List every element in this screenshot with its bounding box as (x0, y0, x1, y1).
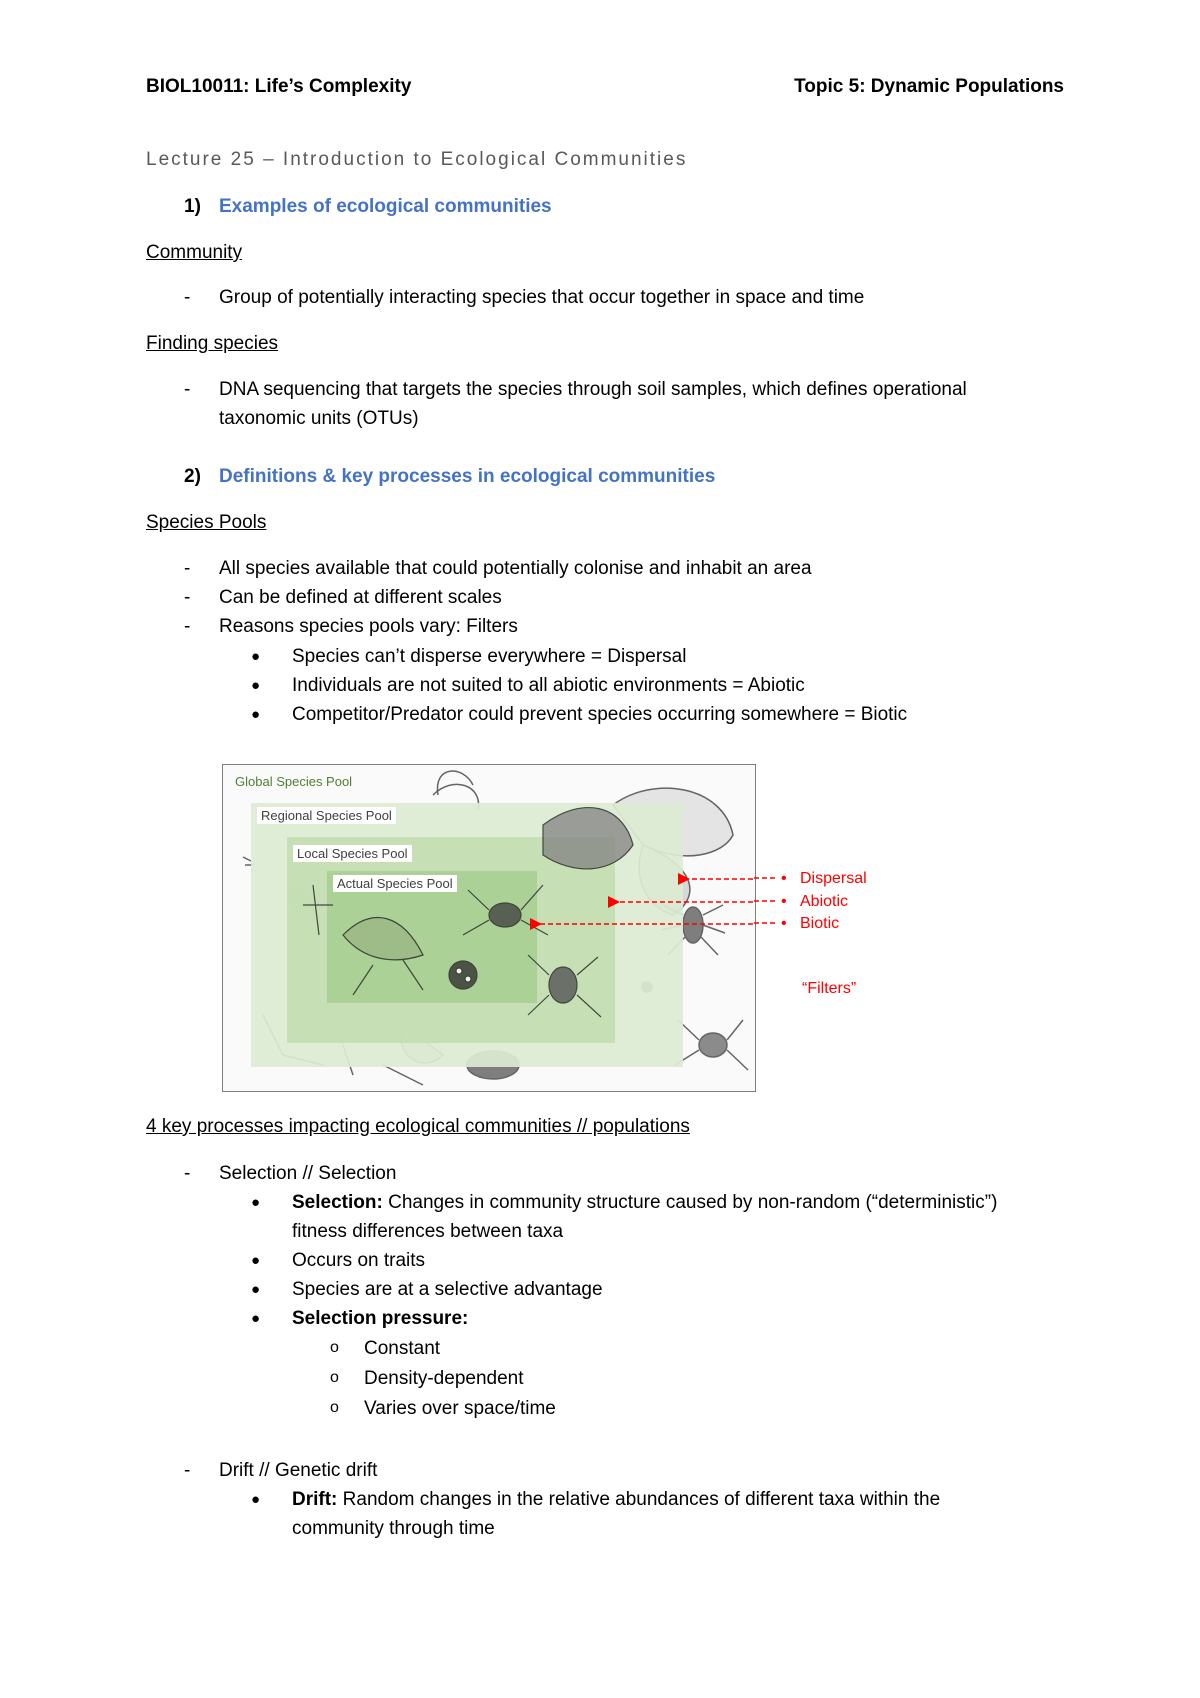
drift-definition-line1 (292, 1489, 940, 1511)
selective-advantage: Species are at a selective advantage (292, 1279, 603, 1300)
circle-marker: o (330, 1339, 339, 1356)
processes-heading: 4 key processes impacting ecological communities // populations (146, 1116, 690, 1137)
pools-item: Can be defined at different scales (219, 587, 502, 608)
bullet-marker: ● (251, 1194, 261, 1211)
bullet-marker: ● (251, 677, 261, 694)
bullet-marker: ● (251, 706, 261, 723)
selection-definition-text: Changes in community structure caused by non-random (“deterministic”) (382, 1192, 998, 1213)
pressure-type: Constant (364, 1338, 441, 1359)
occurs-on-traits: Occurs on traits (292, 1250, 426, 1271)
selection-pressure-heading (292, 1308, 468, 1330)
header-course: BIOL10011: Life’s Complexity (146, 76, 412, 97)
dash-marker: - (184, 558, 191, 579)
section-1-number: 1) (184, 196, 201, 217)
finding-species-line2: taxonomic units (OTUs) (219, 408, 419, 429)
dash-marker: - (184, 616, 191, 637)
drift-term: Drift: (292, 1489, 338, 1510)
selection-definition-line1 (292, 1192, 997, 1214)
section-1-title: Examples of ecological communities (219, 196, 552, 217)
bullet-marker: • (781, 893, 787, 910)
circle-marker: o (330, 1369, 339, 1386)
dash-marker: - (184, 587, 191, 608)
dash-marker: - (184, 1163, 191, 1184)
section-2-number: 2) (184, 466, 201, 487)
drift-definition-line2: community through time (292, 1518, 495, 1539)
species-pools-heading: Species Pools (146, 512, 267, 533)
bullet-marker: ● (251, 1310, 261, 1327)
pressure-type: Varies over space/time (364, 1398, 556, 1419)
dispersal-label: Dispersal (800, 870, 867, 887)
arrow-tails (754, 872, 794, 942)
pressure-type: Density-dependent (364, 1368, 524, 1389)
finding-species-heading: Finding species (146, 333, 279, 354)
dash-marker: - (184, 1460, 191, 1481)
regional-pool-label: Regional Species Pool (257, 807, 396, 824)
biotic-label: Biotic (800, 915, 840, 932)
circle-marker: o (330, 1399, 339, 1416)
bullet-marker: • (781, 915, 787, 932)
community-heading: Community (146, 242, 243, 263)
species-pool-figure (222, 764, 756, 1092)
bullet-marker: ● (251, 1252, 261, 1269)
section-2-title: Definitions & key processes in ecological communities (219, 466, 716, 487)
bullet-marker: ● (251, 1491, 261, 1508)
bullet-marker: ● (251, 648, 261, 665)
finding-species-line1: DNA sequencing that targets the species through soil samples, which defines operational (219, 379, 967, 400)
pools-item: All species available that could potentially colonise and inhabit an area (219, 558, 812, 579)
selection-definition-line2: fitness differences between taxa (292, 1221, 564, 1242)
drift-definition-text: Random changes in the relative abundances of different taxa within the (337, 1489, 941, 1510)
selection-pressure-term: Selection pressure: (292, 1308, 469, 1329)
local-pool-label: Local Species Pool (293, 845, 412, 862)
global-pool-label: Global Species Pool (235, 774, 353, 789)
lecture-title: Lecture 25 – Introduction to Ecological Communities (146, 149, 688, 170)
filter-arrows (223, 765, 755, 1091)
community-definition: Group of potentially interacting species that occur together in space and time (219, 287, 865, 308)
abiotic-label: Abiotic (800, 893, 849, 910)
filter-item: Species can’t disperse everywhere = Dispersal (292, 646, 687, 667)
actual-pool-label: Actual Species Pool (333, 875, 457, 892)
filter-item: Competitor/Predator could prevent species occurring somewhere = Biotic (292, 704, 908, 725)
dash-marker: - (184, 287, 191, 308)
selection-term: Selection: (292, 1192, 383, 1213)
bullet-marker: ● (251, 1281, 261, 1298)
drift-item: Drift // Genetic drift (219, 1460, 378, 1481)
bullet-marker: • (781, 870, 787, 887)
pools-item: Reasons species pools vary: Filters (219, 616, 518, 637)
header-topic: Topic 5: Dynamic Populations (794, 76, 1064, 97)
filter-item: Individuals are not suited to all abiotic environments = Abiotic (292, 675, 805, 696)
selection-item: Selection // Selection (219, 1163, 397, 1184)
filters-caption: “Filters” (802, 980, 857, 997)
dash-marker: - (184, 379, 191, 400)
